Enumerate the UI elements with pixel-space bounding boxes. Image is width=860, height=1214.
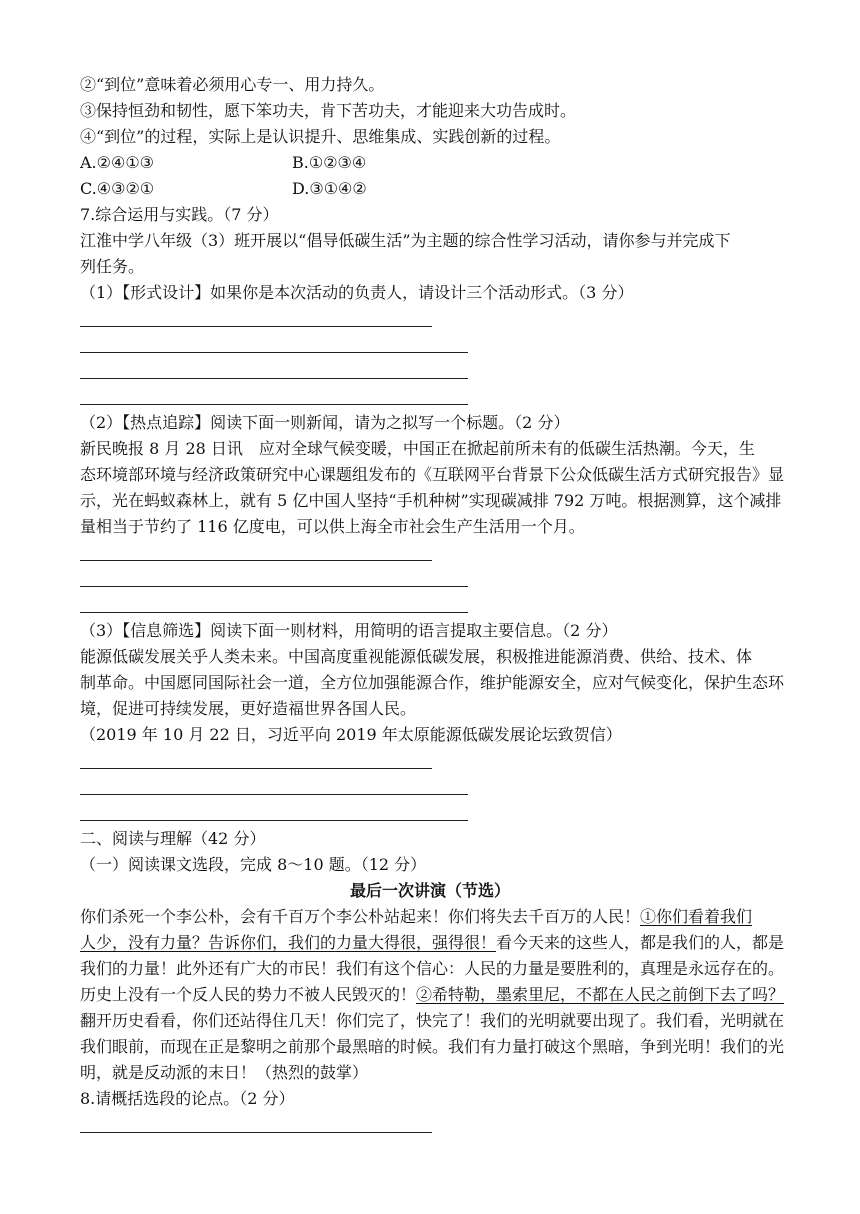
q6-option-b: B.①②③④ [292,153,367,172]
answer-line[interactable] [80,326,432,327]
q7-intro-line1: 江淮中学八年级（3）班开展以“倡导低碳生活”为主题的综合性学习活动，请你参与并完成下 [80,231,731,250]
answer-line[interactable] [80,612,468,613]
q6-option-d: D.③①④② [292,179,367,198]
answer-line[interactable] [80,768,432,769]
material-source: （2019 年 10 月 22 日，习近平向 2019 年太原能源低碳发展论坛致贺信） [80,725,622,744]
passage-text: 看今天来的这些人，都是我们的人，都是 [496,933,785,952]
q6-statement-4: ④“到位”的过程，实际上是认识提升、思维集成、实践创新的过程。 [80,127,561,146]
passage-text: 你们杀死一个李公朴，会有千百万个李公朴站起来！你们将失去千百万的人民！ [80,907,641,926]
underlined-sentence-2: ②希特勒，墨索里尼，不都在人民之前倒下去了吗？ [416,985,785,1004]
answer-line[interactable] [80,794,468,795]
news-line1: 新民晚报 8 月 28 日讯 应对全球气候变暖，中国正在掀起前所未有的低碳生活热潮。今天，生 [80,439,755,458]
passage-line4 [80,982,815,1008]
material-line2: 制革命。中国愿同国际社会一道，全方位加强能源合作，维护能源安全，应对气候变化，保护生态环 [80,673,785,692]
passage-line2 [80,930,815,956]
passage-line7: 明，就是反动派的末日！（热烈的鼓掌） [80,1063,369,1082]
material-line1: 能源低碳发展关乎人类未来。中国高度重视能源低碳发展，积极推进能源消费、供给、技术、体 [80,647,753,666]
passage-line6: 我们眼前，而现在正是黎明之前那个最黑暗的时候。我们有力量打破这个黑暗，争到光明！我们的光 [80,1037,785,1056]
q8-prompt: 8.请概括选段的论点。（2 分） [80,1089,295,1108]
answer-line[interactable] [80,404,468,405]
passage-line5: 翻开历史看看，你们还站得住几天！你们完了，快完了！我们的光明就要出现了。我们看，光明就在 [80,1011,785,1030]
passage-text: 历史上没有一个反人民的势力不被人民毁灭的！ [80,985,417,1004]
passage-title: 最后一次讲演（节选） [349,881,510,900]
q7-task3: （3）【信息筛选】阅读下面一则材料，用简明的语言提取主要信息。（2 分） [80,621,618,640]
news-line3: 示，光在蚂蚁森林上，就有 5 亿中国人坚持“手机种树”实现碳减排 792 万吨。根据测算，这个减排 [80,491,782,510]
underlined-sentence-1-cont: 人少，没有力量？告诉你们，我们的力量大得很，强得很！ [80,933,497,952]
q6-option-c: C.④③②① [80,179,155,198]
news-line4: 量相当于节约了 116 亿度电，可以供上海全市社会生产生活用一个月。 [80,517,585,536]
passage-line1 [80,904,815,930]
section2-part1: （一）阅读课文选段，完成 8～10 题。（12 分） [80,855,427,874]
answer-line[interactable] [80,352,468,353]
answer-line[interactable] [80,560,432,561]
q7-intro-line2: 列任务。 [80,257,145,276]
q7-task2: （2）【热点追踪】阅读下面一则新闻，请为之拟写一个标题。（2 分） [80,413,570,432]
q6-statement-2: ②“到位”意味着必须用心专一、用力持久。 [80,75,385,94]
material-line3: 境，促进可持续发展，更好造福世界各国人民。 [80,699,417,718]
answer-line[interactable] [80,586,468,587]
underlined-sentence-1: ①你们看着我们 [640,907,753,926]
answer-line[interactable] [80,378,468,379]
passage-line3: 我们的力量！此外还有广大的市民！我们有这个信心：人民的力量是要胜利的，真理是永远存在的。 [80,959,785,978]
q6-statement-3: ③保持恒劲和韧性，愿下笨功夫，肯下苦功夫，才能迎来大功告成时。 [80,101,577,120]
q7-heading: 7.综合运用与实践。（7 分） [80,205,279,224]
q7-task1: （1）【形式设计】如果你是本次活动的负责人，请设计三个活动形式。（3 分） [80,283,634,302]
answer-line[interactable] [80,820,468,821]
answer-line[interactable] [80,1132,432,1133]
news-line2: 态环境部环境与经济政策研究中心课题组发布的《互联网平台背景下公众低碳生活方式研究报告》显 [80,465,785,484]
section2-heading: 二、阅读与理解（42 分） [80,829,266,848]
q6-option-a: A.②④①③ [80,153,155,172]
